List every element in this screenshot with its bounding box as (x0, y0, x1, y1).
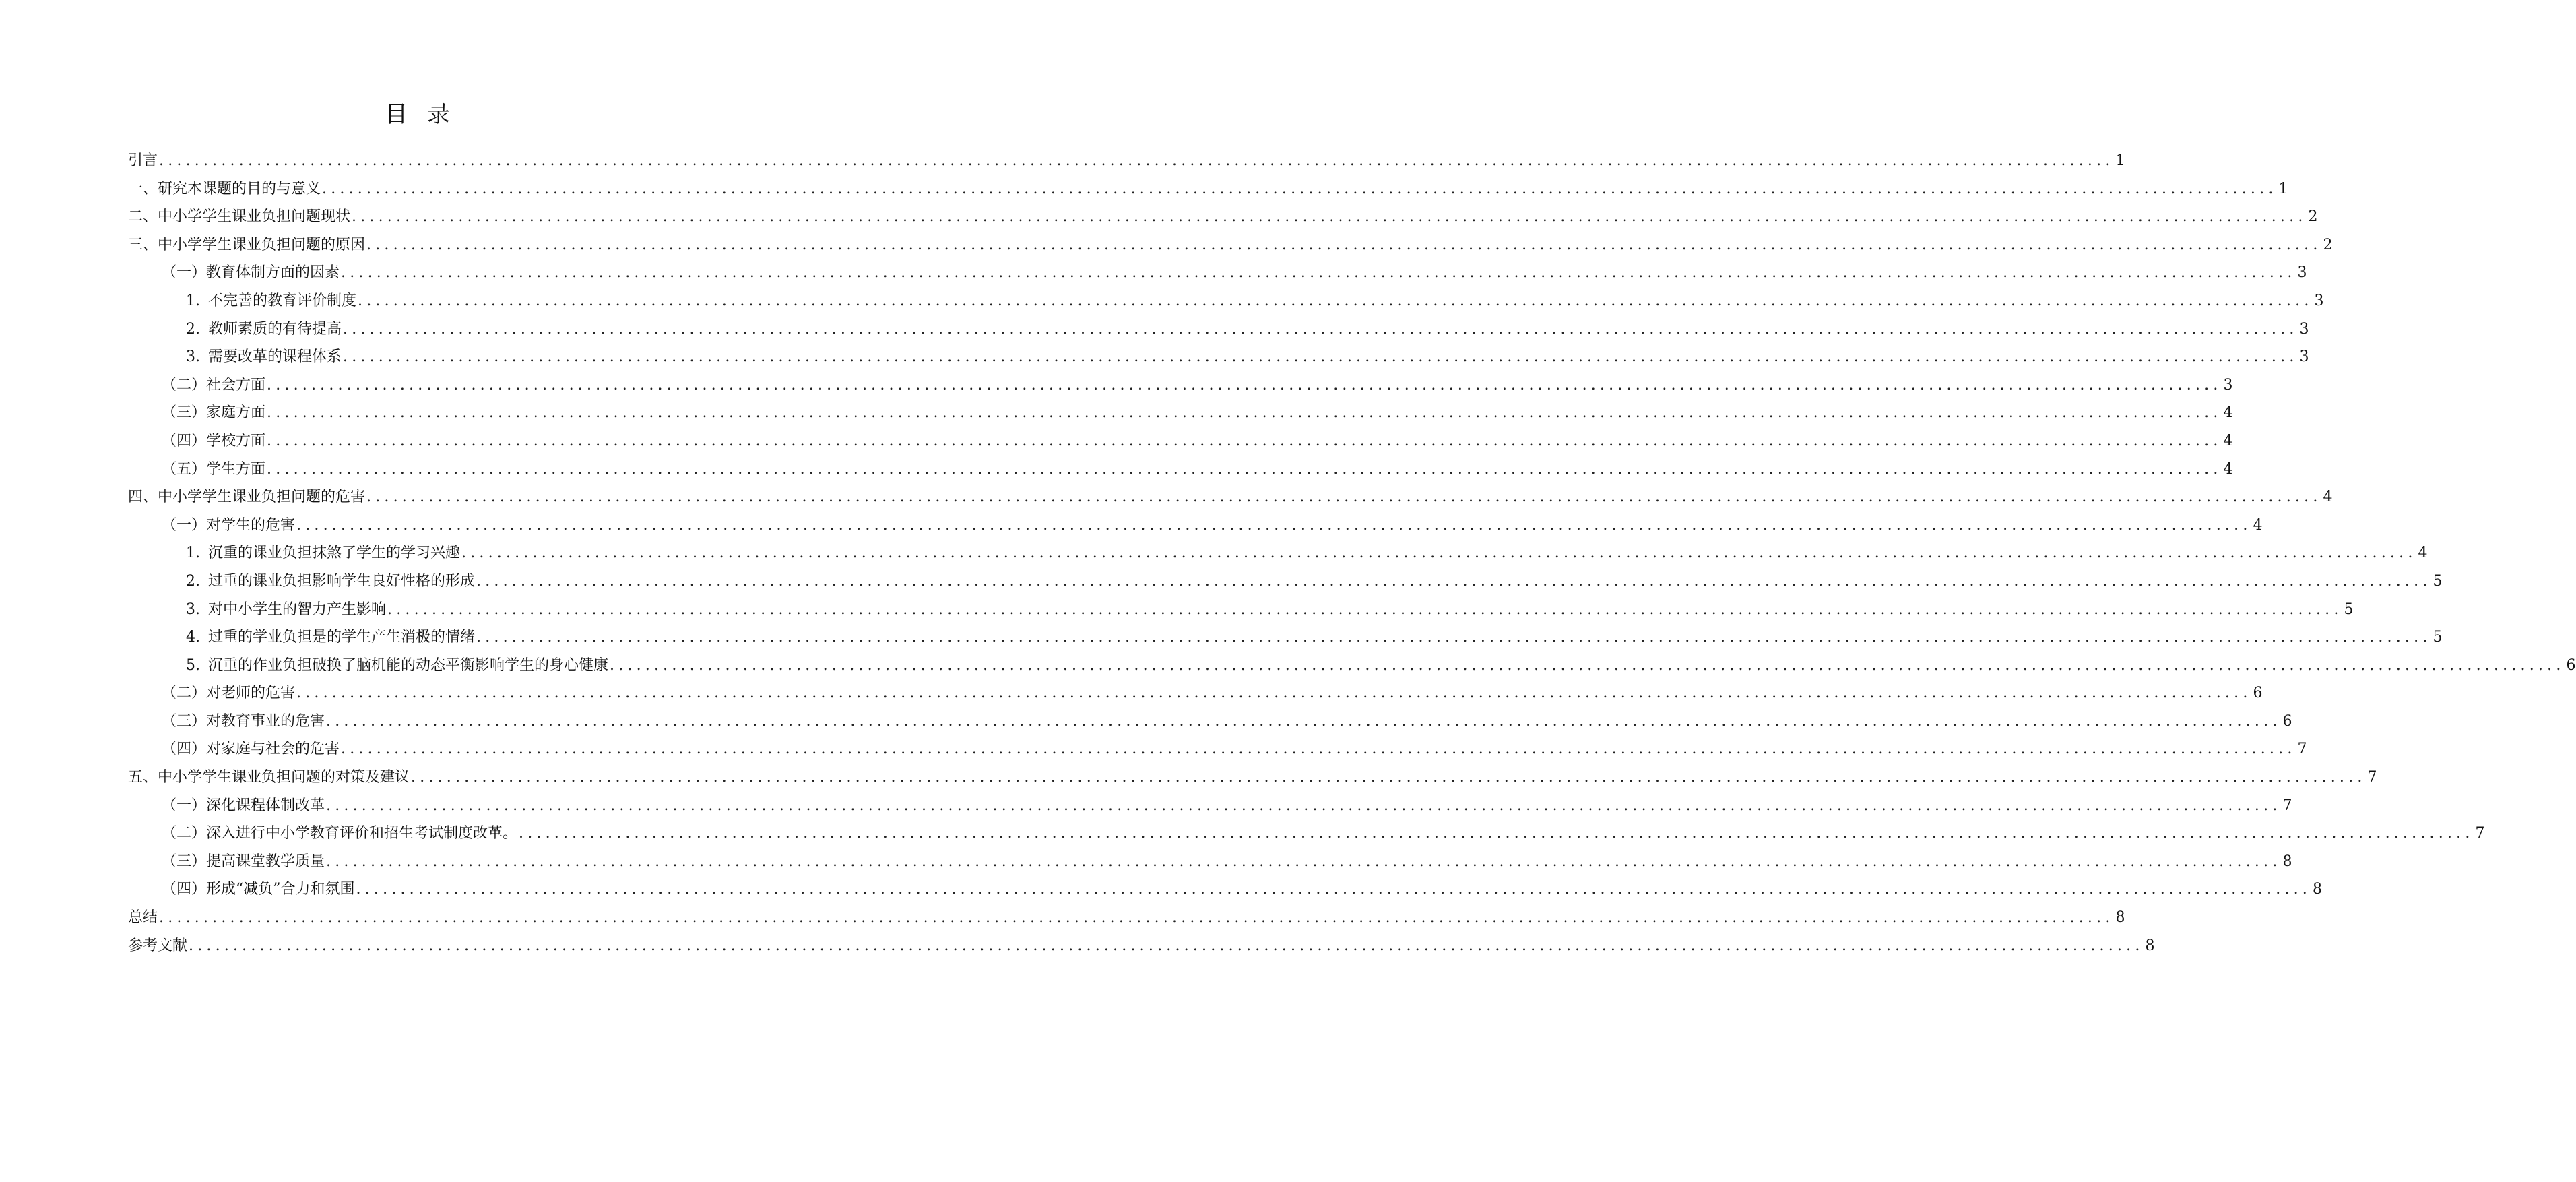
toc-entry-text: 对中小学生的智力产生影响 (208, 600, 387, 618)
toc-dot-leader: ............................................................................................................................................................................................................................ (296, 685, 2252, 702)
toc-entry[interactable] (128, 567, 2443, 596)
toc-entry-label (162, 819, 519, 848)
toc-list (128, 147, 2576, 960)
toc-page-number: 5 (2433, 572, 2443, 590)
toc-entry-label (162, 427, 267, 456)
toc-entry-text: 沉重的课业负担抹煞了学生的学习兴趣 (208, 545, 461, 562)
toc-entry-text: 教师素质的有待提高 (208, 320, 342, 338)
toc-entry-text: 二、中小学学生课业负担问题现状 (128, 208, 351, 226)
toc-entry-label (162, 875, 356, 904)
toc-entry[interactable] (128, 819, 2485, 848)
toc-dot-leader: ............................................................................................................................................................................................................................ (476, 629, 2432, 646)
toc-page-number: 7 (2297, 741, 2307, 758)
toc-page-number: 3 (2297, 264, 2307, 282)
toc-dot-leader: ............................................................................................................................................................................................................................ (366, 236, 2322, 253)
toc-entry[interactable] (128, 456, 2233, 484)
toc-dot-leader: ............................................................................................................................................................................................................................ (352, 208, 2307, 226)
toc-entry-text: 三、中小学学生课业负担问题的原因 (128, 236, 366, 253)
toc-page-number: 8 (2282, 852, 2292, 870)
toc-entry-label (162, 399, 267, 427)
toc-entry[interactable] (128, 147, 2125, 175)
toc-entry-number: 5. (186, 656, 200, 674)
toc-page-number: 3 (2223, 376, 2233, 394)
toc-entry-text: （二）社会方面 (162, 376, 266, 394)
toc-dot-leader: ............................................................................................................................................................................................................................ (476, 572, 2432, 590)
toc-entry[interactable] (128, 735, 2307, 764)
toc-dot-leader: ............................................................................................................................................................................................................................ (343, 320, 2298, 338)
toc-entry[interactable] (128, 623, 2443, 652)
toc-entry[interactable] (128, 679, 2263, 708)
toc-entry[interactable] (128, 904, 2125, 932)
toc-entry-label (186, 539, 461, 567)
toc-page-number: 2 (2308, 208, 2318, 226)
toc-entry[interactable] (128, 764, 2377, 792)
toc-dot-leader: ............................................................................................................................................................................................................................ (610, 656, 2565, 674)
toc-dot-leader: ............................................................................................................................................................................................................................ (267, 460, 2222, 478)
toc-entry-label (162, 679, 296, 708)
toc-entry-label (162, 456, 267, 484)
toc-entry-text: 参考文献 (128, 937, 188, 954)
toc-entry[interactable] (128, 203, 2318, 231)
toc-entry[interactable] (128, 287, 2324, 315)
toc-entry-text: （三）家庭方面 (162, 404, 266, 422)
toc-page-number: 3 (2299, 320, 2309, 338)
toc-dot-leader: ............................................................................................................................................................................................................................ (387, 600, 2343, 618)
toc-entry-text: 不完善的教育评价制度 (208, 292, 357, 309)
toc-entry[interactable] (128, 932, 2155, 960)
toc-entry-label (128, 483, 366, 511)
toc-page-number: 4 (2223, 460, 2233, 478)
toc-dot-leader: ............................................................................................................................................................................................................................ (341, 741, 2296, 758)
toc-dot-leader: ............................................................................................................................................................................................................................ (326, 712, 2282, 730)
toc-entry[interactable] (128, 399, 2233, 427)
toc-entry[interactable] (128, 848, 2292, 876)
toc-dot-leader: ............................................................................................................................................................................................................................ (326, 852, 2282, 870)
toc-page-number: 6 (2566, 656, 2576, 674)
toc-dot-leader: ............................................................................................................................................................................................................................ (267, 432, 2222, 449)
toc-entry-label (186, 343, 343, 371)
toc-page-number: 6 (2282, 712, 2292, 730)
toc-page-number: 8 (2145, 937, 2155, 954)
toc-page-number: 4 (2323, 489, 2333, 506)
toc-dot-leader: ............................................................................................................................................................................................................................ (461, 545, 2417, 562)
toc-entry-label (162, 848, 326, 876)
toc-entry[interactable] (128, 259, 2307, 287)
toc-page-number: 4 (2253, 516, 2263, 534)
toc-entry-label (162, 259, 341, 287)
toc-entry-text: （三）提高课堂教学质量 (162, 852, 325, 870)
toc-entry-number: 2. (186, 572, 200, 590)
toc-entry-number: 3. (186, 348, 200, 366)
toc-dot-leader: ............................................................................................................................................................................................................................ (267, 404, 2222, 422)
toc-entry-label (128, 175, 322, 204)
toc-entry-text: （二）深入进行中小学教育评价和招生考试制度改革。 (162, 825, 518, 842)
toc-entry-text: 一、研究本课题的目的与意义 (128, 180, 321, 197)
toc-page-number: 5 (2433, 629, 2443, 646)
toc-page-number: 7 (2475, 825, 2485, 842)
toc-dot-leader: ............................................................................................................................................................................................................................ (189, 937, 2144, 954)
toc-entry[interactable] (128, 875, 2322, 904)
toc-entry[interactable] (128, 511, 2263, 540)
toc-entry-label (128, 231, 366, 259)
toc-entry[interactable] (128, 231, 2333, 259)
toc-entry-number: 2. (186, 320, 200, 338)
toc-page-number: 7 (2367, 769, 2377, 786)
toc-entry-text: （四）学校方面 (162, 432, 266, 449)
toc-dot-leader: ............................................................................................................................................................................................................................ (322, 180, 2278, 197)
toc-entry-label (186, 596, 387, 624)
toc-page-number: 6 (2253, 685, 2263, 702)
toc-entry-text: 过重的课业负担影响学生良好性格的形成 (208, 572, 476, 590)
toc-entry-label (162, 708, 326, 736)
toc-entry[interactable] (128, 315, 2309, 344)
toc-dot-leader: ............................................................................................................................................................................................................................ (326, 797, 2282, 814)
toc-entry-text: （一）对学生的危害 (162, 516, 296, 534)
toc-dot-leader: ............................................................................................................................................................................................................................ (366, 489, 2322, 506)
toc-entry[interactable] (128, 483, 2333, 511)
toc-page-number: 3 (2299, 348, 2309, 366)
toc-dot-leader: ............................................................................................................................................................................................................................ (159, 152, 2115, 169)
toc-entry-text: （一）教育体制方面的因素 (162, 264, 340, 282)
toc-entry-label (186, 567, 476, 596)
toc-page-number: 8 (2313, 881, 2322, 898)
toc-entry-text: 引言 (128, 152, 158, 169)
toc-entry-label (162, 511, 296, 540)
toc-page-number: 1 (2278, 180, 2288, 197)
toc-entry-label (186, 315, 343, 344)
toc-entry-text: 过重的学业负担是的学生产生消极的情绪 (208, 629, 476, 646)
toc-page-number: 3 (2314, 292, 2324, 309)
toc-entry[interactable] (128, 652, 2576, 680)
toc-dot-leader: ............................................................................................................................................................................................................................ (356, 881, 2311, 898)
toc-entry[interactable] (128, 343, 2309, 371)
toc-entry[interactable] (128, 539, 2428, 567)
toc-entry-text: （五）学生方面 (162, 460, 266, 478)
toc-page-number: 4 (2223, 404, 2233, 422)
toc-page-number: 5 (2344, 600, 2354, 618)
toc-entry-text: 五、中小学学生课业负担问题的对策及建议 (128, 769, 410, 786)
toc-page-number: 2 (2323, 236, 2333, 253)
toc-page-number: 1 (2115, 152, 2125, 169)
toc-dot-leader: ............................................................................................................................................................................................................................ (267, 376, 2222, 394)
toc-dot-leader: ............................................................................................................................................................................................................................ (358, 292, 2313, 309)
toc-page-number: 7 (2282, 797, 2292, 814)
toc-entry-text: （四）形成“减负”合力和氛围 (162, 881, 355, 898)
toc-entry-label (128, 904, 159, 932)
toc-entry-text: （二）对老师的危害 (162, 685, 296, 702)
toc-entry-text: 四、中小学学生课业负担问题的危害 (128, 489, 366, 506)
toc-entry-text: 总结 (128, 909, 158, 927)
toc-entry-label (186, 287, 358, 315)
toc-entry-label (186, 623, 476, 652)
toc-dot-leader: ............................................................................................................................................................................................................................ (519, 825, 2474, 842)
toc-entry-number: 3. (186, 600, 200, 618)
toc-entry-number: 1. (186, 545, 200, 562)
toc-dot-leader: ............................................................................................................................................................................................................................ (341, 264, 2296, 282)
toc-entry-number: 1. (186, 292, 200, 309)
toc-entry[interactable] (128, 371, 2233, 400)
toc-page-number: 8 (2115, 909, 2125, 927)
toc-entry[interactable] (128, 792, 2292, 820)
toc-entry[interactable] (128, 708, 2292, 736)
toc-entry-text: （三）对教育事业的危害 (162, 712, 325, 730)
toc-entry-label (128, 764, 411, 792)
toc-entry-label (162, 792, 326, 820)
toc-entry-text: 沉重的作业负担破换了脑机能的动态平衡影响学生的身心健康 (208, 656, 609, 674)
toc-dot-leader: ............................................................................................................................................................................................................................ (159, 909, 2115, 927)
toc-page-number: 4 (2418, 545, 2428, 562)
toc-entry-label (186, 652, 610, 680)
toc-entry-text: （四）对家庭与社会的危害 (162, 741, 340, 758)
toc-entry-text: 需要改革的课程体系 (208, 348, 342, 366)
toc-title: 目 录 (385, 101, 451, 128)
toc-entry[interactable] (128, 427, 2233, 456)
toc-dot-leader: ............................................................................................................................................................................................................................ (343, 348, 2298, 366)
toc-dot-leader: ............................................................................................................................................................................................................................ (296, 516, 2252, 534)
toc-entry-text: （一）深化课程体制改革 (162, 797, 325, 814)
toc-entry-label (162, 371, 267, 400)
toc-entry-label (128, 932, 189, 960)
toc-entry-label (128, 147, 159, 175)
toc-page-number: 4 (2223, 432, 2233, 449)
toc-entry[interactable] (128, 175, 2288, 204)
toc-entry[interactable] (128, 596, 2354, 624)
toc-entry-number: 4. (186, 629, 200, 646)
toc-entry-label (128, 203, 352, 231)
toc-dot-leader: ............................................................................................................................................................................................................................ (411, 769, 2366, 786)
toc-entry-label (162, 735, 341, 764)
